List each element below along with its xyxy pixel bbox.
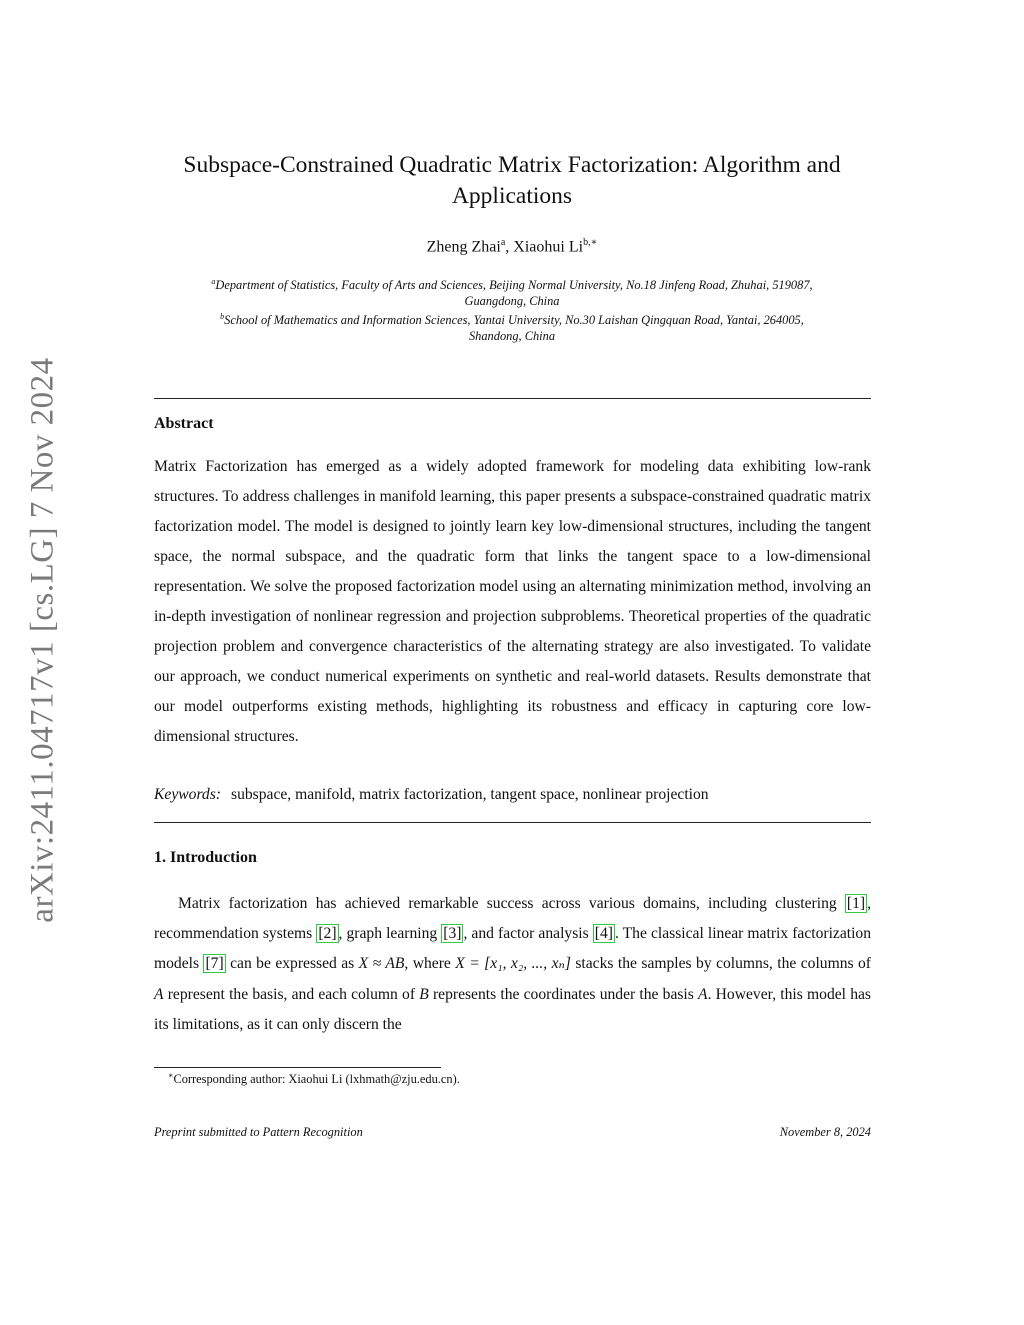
affiliations bbox=[195, 274, 829, 344]
preprint-note: Preprint submitted to Pattern Recognition bbox=[154, 1125, 363, 1139]
author-name: Zheng Zhai bbox=[426, 238, 501, 256]
citation-link[interactable]: [7] bbox=[205, 955, 224, 973]
citation-link[interactable]: [1] bbox=[846, 895, 866, 912]
submission-date: November 8, 2024 bbox=[779, 1125, 871, 1139]
math-symbol: A bbox=[154, 985, 164, 1003]
author-affil-mark: b,∗ bbox=[583, 237, 598, 248]
affiliation bbox=[195, 274, 829, 309]
abstract-heading: Abstract bbox=[154, 415, 214, 432]
section-heading-introduction: 1. Introduction bbox=[154, 849, 257, 866]
abstract-text: Matrix Factorization has emerged as a widely adopted framework for modeling data exhibiting low-rank structures. To address challenges in manifold learning, this paper presents a subspace-constrained quadratic matrix factorization model. The model is designed to jointly learn key low-dimensional structures, including the tangent space, the normal subspace, and the quadratic form that links the tangent space to a low-dimensional representation. We solve the proposed factorization model using an alternating minimization method, involving an in-depth investigation of nonlinear regression and projection subproblems. Theoretical properties of the quadratic projection problem and convergence characteristics of the alternating strategy are also investigated. To validate our approach, we conduct numerical experiments on synthetic and real-world datasets. Results demonstrate that our model outperforms existing methods, highlighting its robustness and efficacy in capturing core low-dimensional structures. bbox=[154, 458, 871, 745]
math-expression: X ≈ AB bbox=[358, 955, 405, 973]
footnote-text: Corresponding author: Xiaohui Li (lxhmath@zju.edu.cn). bbox=[173, 1072, 460, 1087]
author-list: Zheng Zhai$^a$, Xiaohui $Li^{b,∗}$ bbox=[426, 237, 598, 256]
affiliation-text: School of Mathematics and Information Sciences, Yantai University, No.30 Laishan Qingquan Road, Yantai, 264005, Shandong, China bbox=[224, 313, 804, 344]
affiliation bbox=[195, 309, 829, 344]
footnote-mark: ∗ bbox=[168, 1071, 174, 1080]
math-symbol: B bbox=[419, 985, 429, 1003]
affiliation-mark: b bbox=[220, 312, 225, 322]
author-affil-mark: a bbox=[500, 237, 506, 248]
citation-link[interactable]: [4] bbox=[594, 925, 613, 943]
footnote bbox=[168, 1071, 460, 1087]
footnote-rule bbox=[154, 1067, 441, 1068]
math-symbol: A bbox=[698, 985, 708, 1003]
paper-title: Subspace-Constrained Quadratic Matrix Factorization: Algorithm and Applications bbox=[183, 152, 841, 209]
arxiv-identifier: arXiv:2411.04717v1 [cs.LG] 7 Nov 2024 bbox=[24, 357, 61, 923]
keywords-text: subspace, manifold, matrix factorization, tangent space, nonlinear projection bbox=[231, 786, 709, 803]
citation-link[interactable]: [2] bbox=[318, 925, 337, 943]
abstract-bottom-rule bbox=[154, 822, 871, 823]
introduction-paragraph: Matrix factorization has achieved remarkable success across various domains, including clustering [1] , recommendation systems [2] , graph learning [3] , and factor analysis [4] . The classical linear matrix factorization models [7] can be expressed as X ≈ AB, where X = [x₁, x₂, ..., xₙ] stacks the samples by columns, the columns of A represent the basis, and each column of B represents the coordinates under the basis A. However, this model has its limitations, as it can only discern the bbox=[154, 895, 872, 1033]
abstract-top-rule bbox=[154, 398, 871, 399]
math-expression: X = [x₁, x₂, ..., xₙ] bbox=[455, 955, 571, 973]
keywords bbox=[154, 786, 709, 804]
affiliation-mark: a bbox=[211, 277, 216, 286]
keywords-label: Keywords: bbox=[154, 786, 221, 803]
citation-link[interactable]: [3] bbox=[443, 925, 462, 943]
author-name: Xiaohui Li bbox=[513, 238, 584, 256]
affiliation-text: Department of Statistics, Faculty of Arts and Sciences, Beijing Normal University, No.18 Jinfeng Road, Zhuhai, 519087, Guangdong, China bbox=[215, 278, 813, 309]
